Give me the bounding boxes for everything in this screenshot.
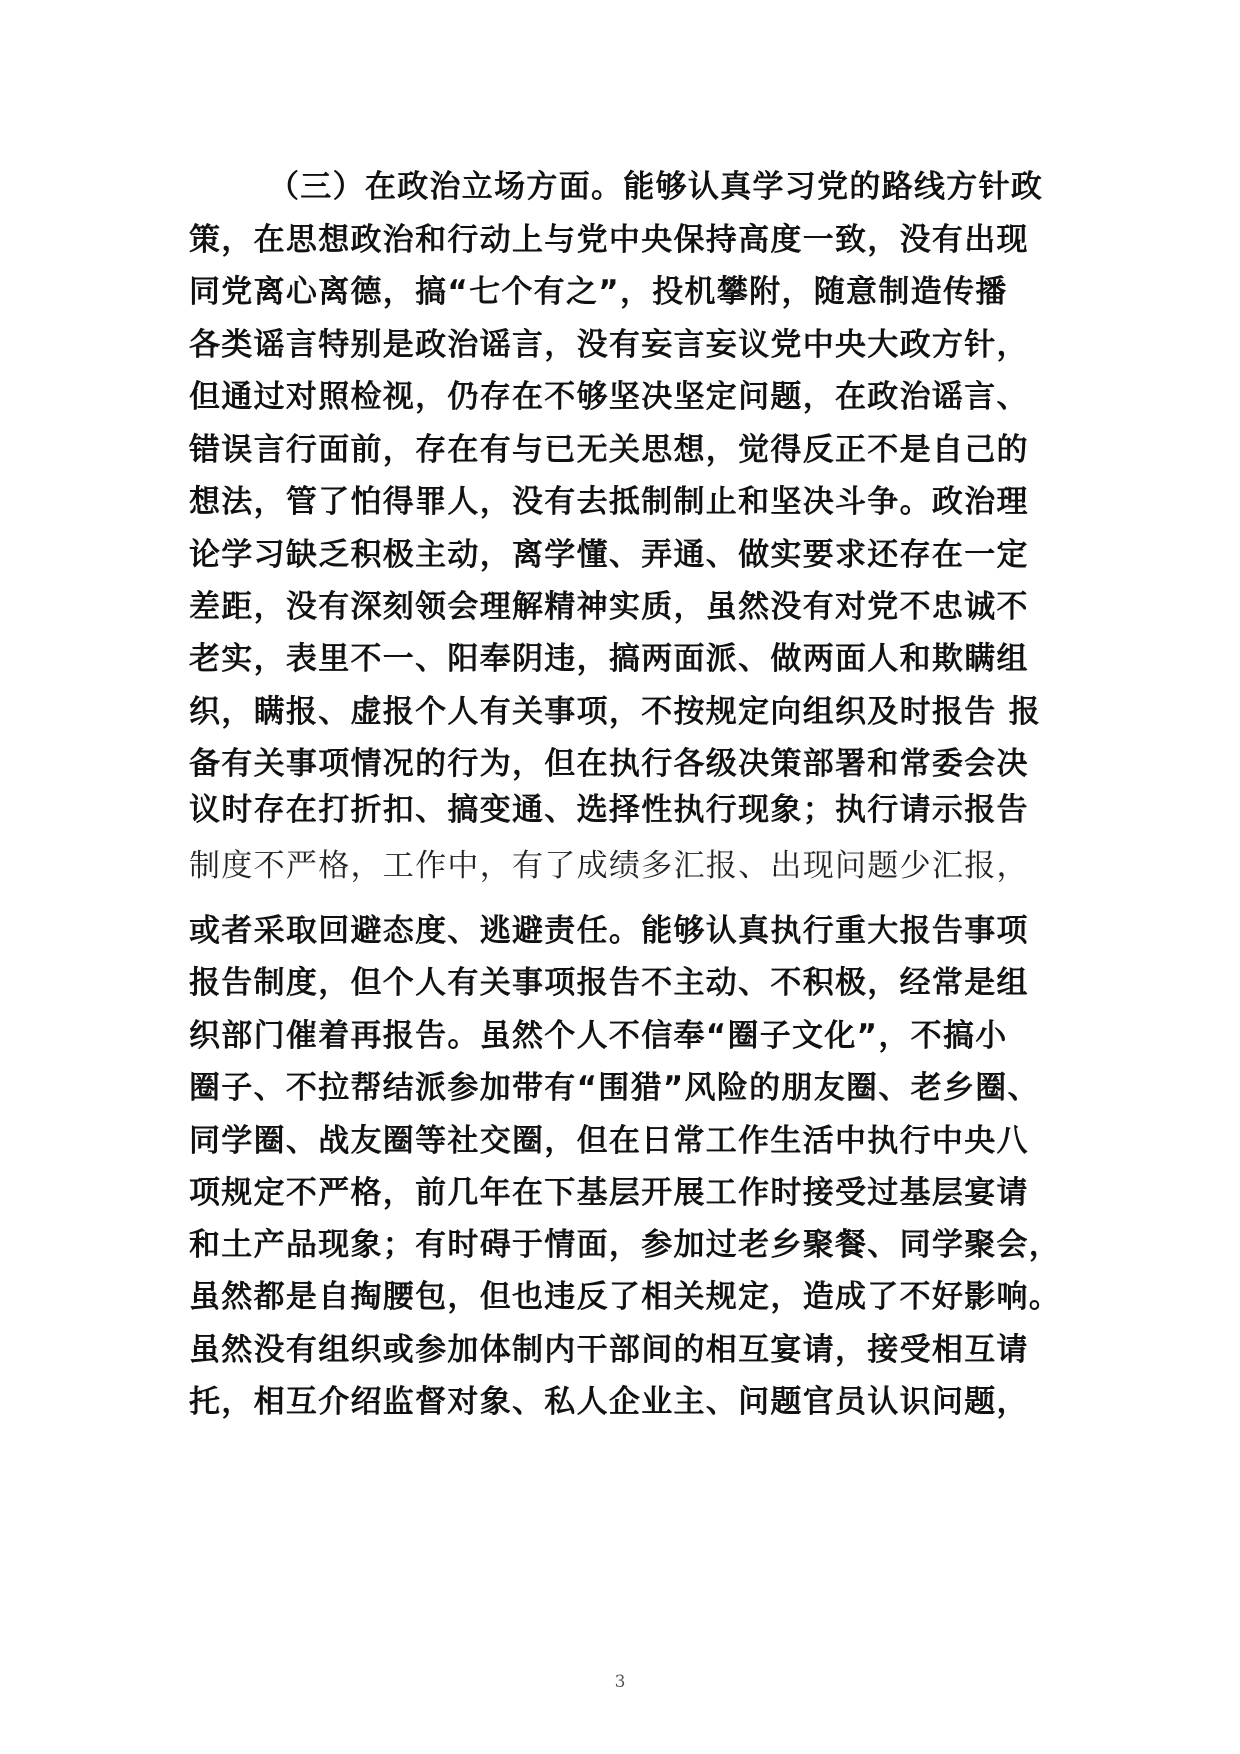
paragraph-line: 圈子、不拉帮结派参加带有“围猎”风险的朋友圈、老乡圈、: [189, 1070, 1040, 1106]
paragraph-line: 老实，表里不一、阳奉阴违，搞两面派、做两面人和欺瞒组: [189, 641, 1029, 677]
paragraph-line: 议时存在打折扣、搞变通、选择性执行现象；执行请示报告: [189, 792, 1029, 828]
paragraph-line: 策，在思想政治和行动上与党中央保持高度一致，没有出现: [189, 222, 1029, 258]
paragraph-line: 虽然没有组织或参加体制内干部间的相互宴请，接受相互请: [189, 1332, 1029, 1368]
paragraph-line: 错误言行面前，存在有与已无关思想，觉得反正不是自己的: [189, 432, 1029, 468]
paragraph-line: 报告制度，但个人有关事项报告不主动、不积极，经常是组: [189, 965, 1029, 1001]
paragraph-line: 织部门催着再报告。虽然个人不信奉“圈子文化”，不搞小: [189, 1018, 1008, 1054]
paragraph-line: （三）在政治立场方面。能够认真学习党的路线方针政: [268, 169, 1044, 205]
paragraph-line: 论学习缺乏积极主动，离学懂、弄通、做实要求还存在一定: [189, 537, 1029, 573]
paragraph-line: 织，瞒报、虚报个人有关事项，不按规定向组织及时报告 报: [189, 694, 1041, 730]
paragraph-line: 托，相互介绍监督对象、私人企业主、问题官员认识问题，: [189, 1384, 1029, 1420]
paragraph-line: 虽然都是自掏腰包，但也违反了相关规定，造成了不好影响。: [189, 1279, 1062, 1315]
paragraph-line: 和土产品现象；有时碍于情面，参加过老乡聚餐、同学聚会，: [189, 1227, 1062, 1263]
paragraph-line: 差距，没有深刻领会理解精神实质，虽然没有对党不忠诚不: [189, 589, 1029, 625]
paragraph-line: 同党离心离德，搞“七个有之”，投机攀附，随意制造传播: [189, 274, 1008, 310]
paragraph-line: 制度不严格，工作中，有了成绩多汇报、出现问题少汇报，: [189, 848, 1029, 884]
paragraph-line: 项规定不严格，前几年在下基层开展工作时接受过基层宴请: [189, 1175, 1029, 1211]
paragraph-line: 想法，管了怕得罪人，没有去抵制制止和坚决斗争。政治理: [189, 484, 1029, 520]
paragraph-line: 备有关事项情况的行为，但在执行各级决策部署和常委会决: [189, 746, 1029, 782]
page-number: 3: [614, 1672, 626, 1692]
paragraph-line: 同学圈、战友圈等社交圈，但在日常工作生活中执行中央八: [189, 1123, 1029, 1159]
paragraph-line: 但通过对照检视，仍存在不够坚决坚定问题，在政治谣言、: [189, 379, 1029, 415]
paragraph-line: 或者采取回避态度、逃避责任。能够认真执行重大报告事项: [189, 913, 1029, 949]
paragraph-line: 各类谣言特别是政治谣言，没有妄言妄议党中央大政方针，: [189, 327, 1029, 363]
